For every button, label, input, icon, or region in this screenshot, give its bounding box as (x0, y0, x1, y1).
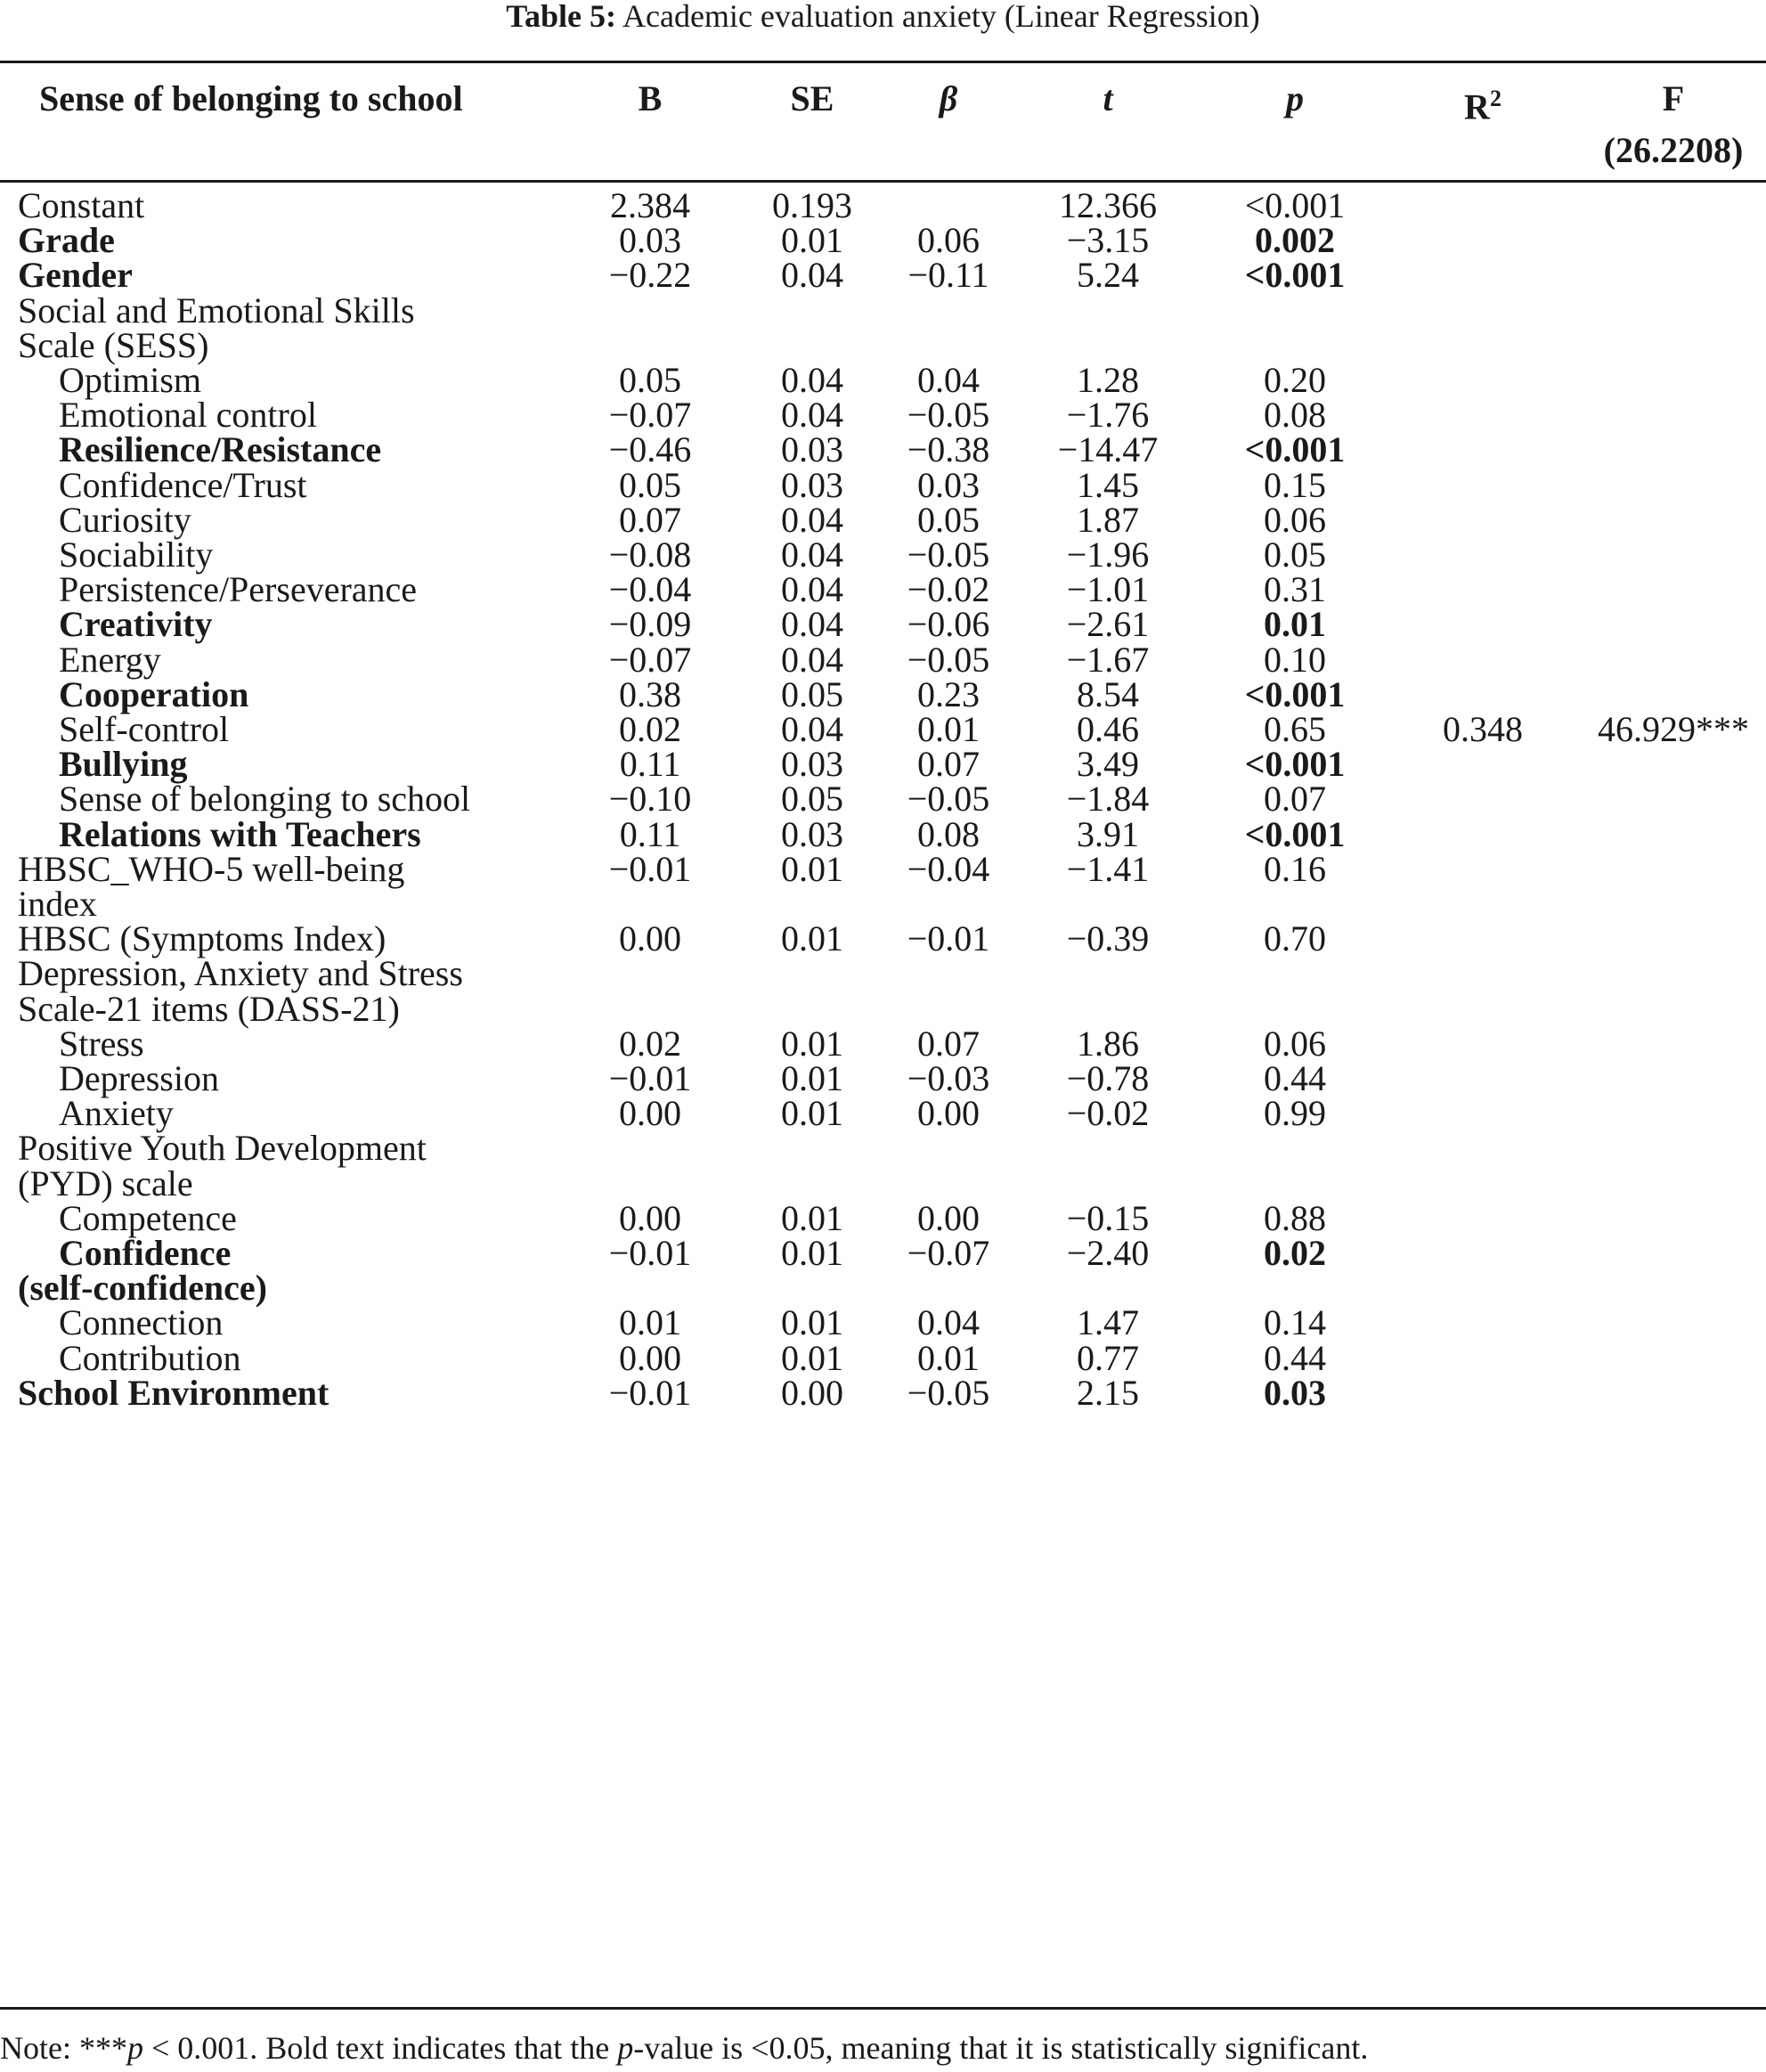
cell-beta: −0.03 (907, 1058, 990, 1098)
cell-se: 0.03 (781, 813, 843, 854)
cell-t: 1.28 (1077, 360, 1139, 400)
cell-beta: −0.38 (907, 429, 990, 470)
cell-b: 0.02 (619, 1023, 681, 1064)
row-label: (PYD) scale (18, 1162, 193, 1203)
cell-t: 1.87 (1077, 499, 1139, 540)
cell-t: 0.77 (1077, 1337, 1139, 1378)
row-label: HBSC_WHO-5 well-being (18, 848, 405, 889)
row-label: Energy (59, 639, 161, 680)
cell-p: 0.05 (1264, 534, 1326, 575)
cell-beta: −0.05 (907, 639, 990, 680)
cell-se: 0.04 (781, 569, 843, 610)
row-label: Creativity (59, 604, 213, 645)
cell-beta: −0.02 (907, 569, 990, 610)
cell-t: 2.15 (1077, 1372, 1139, 1413)
row-label: Emotional control (59, 395, 317, 436)
row-label: (self-confidence) (18, 1268, 267, 1309)
cell-se: 0.04 (781, 255, 843, 296)
note-p-symbol-2: p (617, 2030, 634, 2066)
cell-b: −0.09 (608, 604, 692, 645)
cell-beta: −0.06 (907, 604, 990, 645)
cell-b: −0.01 (608, 1233, 692, 1273)
row-label: Competence (59, 1197, 237, 1238)
cell-beta: 0.07 (917, 744, 980, 785)
cell-t: −0.02 (1066, 1093, 1150, 1134)
cell-t: 1.45 (1077, 464, 1139, 505)
row-label: Self-control (59, 709, 230, 749)
cell-t: −2.40 (1066, 1233, 1150, 1273)
header-beta (859, 73, 1038, 125)
cell-t: 1.47 (1077, 1302, 1139, 1343)
row-label: Relations with Teachers (59, 813, 421, 854)
cell-se: 0.01 (781, 848, 843, 889)
cell-b: 0.38 (619, 673, 681, 714)
row-label: Sense of belonging to school (59, 779, 471, 820)
row-label: HBSC (Symptoms Index) (18, 918, 387, 959)
cell-b: −0.22 (608, 255, 692, 296)
row-label: Confidence/Trust (59, 464, 307, 505)
row-label: Depression, Anxiety and Stress (18, 953, 463, 994)
cell-b: 0.00 (619, 918, 681, 959)
row-label: Optimism (59, 360, 202, 400)
cell-p: 0.08 (1264, 395, 1326, 436)
cell-se: 0.01 (781, 918, 843, 959)
cell-t: −0.39 (1066, 918, 1150, 959)
cell-se: 0.05 (781, 673, 843, 714)
cell-se: 0.01 (781, 1058, 843, 1098)
row-label: Scale-21 items (DASS-21) (18, 988, 400, 1029)
cell-p: <0.001 (1244, 185, 1346, 225)
cell-b: −0.04 (608, 569, 692, 610)
cell-t: −0.15 (1066, 1197, 1150, 1238)
cell-se: 0.01 (781, 220, 843, 261)
cell-se: 0.04 (781, 604, 843, 645)
cell-se: 0.01 (781, 1337, 843, 1378)
cell-beta: 0.00 (917, 1093, 980, 1134)
cell-beta: 0.07 (917, 1023, 980, 1064)
cell-beta: 0.05 (917, 499, 980, 540)
cell-b: 0.11 (619, 813, 681, 854)
cell-b: 0.02 (619, 709, 681, 749)
cell-p: 0.03 (1264, 1372, 1326, 1413)
table-row (0, 1367, 1766, 1419)
cell-beta: −0.05 (907, 1372, 990, 1413)
cell-b: 0.00 (619, 1337, 681, 1378)
table-caption (0, 0, 1766, 36)
cell-b: −0.46 (608, 429, 692, 470)
cell-se: 0.04 (781, 709, 843, 749)
cell-p: 0.10 (1264, 639, 1326, 680)
row-label: Resilience/Resistance (59, 429, 382, 470)
cell-se: 0.03 (781, 464, 843, 505)
cell-t: −1.96 (1066, 534, 1150, 575)
cell-t: 12.366 (1059, 185, 1157, 225)
cell-p: 0.31 (1264, 569, 1326, 610)
cell-b: −0.07 (608, 395, 692, 436)
row-label: Depression (59, 1058, 219, 1098)
cell-beta: 0.23 (917, 673, 980, 714)
header-first-column: Sense of belonging to school (39, 78, 463, 118)
header-r2 (1394, 73, 1572, 133)
cell-se: 0.04 (781, 499, 843, 540)
table-bottom-rule (0, 2007, 1766, 2010)
note-suffix: -value is <0.05, meaning that it is statistically significant. (633, 2030, 1369, 2066)
note-p-symbol: p (126, 2030, 143, 2066)
header-f (1581, 73, 1766, 176)
row-label: Positive Youth Development (18, 1128, 427, 1169)
cell-b: −0.10 (608, 779, 692, 820)
cell-p: 0.16 (1264, 848, 1326, 889)
cell-b: 0.07 (619, 499, 681, 540)
cell-t: −1.76 (1066, 395, 1150, 436)
cell-beta: 0.06 (917, 220, 980, 261)
cell-beta: 0.01 (917, 1337, 980, 1378)
header-r2-base: R (1464, 86, 1490, 127)
cell-beta: −0.11 (907, 255, 989, 296)
cell-p: <0.001 (1244, 673, 1346, 714)
header-p-symbol: p (1286, 78, 1304, 118)
note-prefix: Note: *** (0, 2030, 127, 2066)
cell-se: 0.04 (781, 639, 843, 680)
table-caption-label: Table 5: (506, 0, 616, 34)
cell-p: 0.01 (1264, 604, 1326, 645)
cell-b: 0.11 (619, 744, 681, 785)
cell-b: 0.03 (619, 220, 681, 261)
cell-p: 0.65 (1264, 709, 1326, 749)
row-label: School Environment (18, 1372, 330, 1413)
cell-beta: 0.04 (917, 1302, 980, 1343)
cell-p: 0.06 (1264, 499, 1326, 540)
cell-p: 0.07 (1264, 779, 1326, 820)
cell-b: −0.01 (608, 1058, 692, 1098)
cell-beta: 0.04 (917, 360, 980, 400)
cell-se: 0.00 (781, 1372, 843, 1413)
cell-t: −2.61 (1066, 604, 1150, 645)
row-label: Sociability (59, 534, 214, 575)
row-label: Scale (SESS) (18, 324, 209, 365)
cell-b: 0.05 (619, 360, 681, 400)
table-top-rule (0, 61, 1766, 63)
cell-beta: −0.01 (907, 918, 990, 959)
cell-se: 0.05 (781, 779, 843, 820)
cell-f: 46.929*** (1598, 709, 1749, 749)
header-t (1019, 73, 1197, 125)
cell-se: 0.03 (781, 429, 843, 470)
cell-t: −0.78 (1066, 1058, 1150, 1098)
cell-beta: 0.01 (917, 709, 980, 749)
cell-p: 0.99 (1264, 1093, 1326, 1134)
cell-beta: 0.08 (917, 813, 980, 854)
cell-t: −1.41 (1066, 848, 1150, 889)
cell-t: −3.15 (1066, 220, 1150, 261)
cell-se: 0.01 (781, 1093, 843, 1134)
cell-t: −14.47 (1057, 429, 1159, 470)
cell-t: 5.24 (1077, 255, 1139, 296)
cell-t: 1.86 (1077, 1023, 1139, 1064)
table-caption-text: Academic evaluation anxiety (Linear Regression) (623, 0, 1260, 34)
cell-p: <0.001 (1244, 255, 1346, 296)
row-label: Social and Emotional Skills (18, 290, 415, 330)
cell-p: 0.06 (1264, 1023, 1326, 1064)
cell-p: 0.44 (1264, 1337, 1326, 1378)
cell-se: 0.193 (772, 185, 852, 225)
row-label: Cooperation (59, 673, 249, 714)
row-label: Curiosity (59, 499, 191, 540)
row-label: index (18, 884, 97, 924)
row-label: Constant (18, 185, 145, 225)
table-note (0, 2024, 1368, 2072)
cell-se: 0.04 (781, 395, 843, 436)
cell-p: 0.44 (1264, 1058, 1326, 1098)
cell-b: 0.00 (619, 1093, 681, 1134)
cell-r2: 0.348 (1443, 709, 1523, 749)
cell-beta: −0.05 (907, 534, 990, 575)
cell-b: 0.01 (619, 1302, 681, 1343)
cell-p: 0.20 (1264, 360, 1326, 400)
cell-p: <0.001 (1244, 744, 1346, 785)
row-label: Stress (59, 1023, 144, 1064)
cell-beta: 0.03 (917, 464, 980, 505)
cell-b: 2.384 (610, 185, 690, 225)
note-middle: < 0.001. Bold text indicates that the (142, 2030, 618, 2066)
cell-b: −0.01 (608, 848, 692, 889)
cell-b: −0.07 (608, 639, 692, 680)
header-r2-superscript: 2 (1489, 86, 1502, 111)
cell-p: 0.02 (1264, 1233, 1326, 1273)
row-label: Confidence (59, 1233, 232, 1273)
cell-p: 0.70 (1264, 918, 1326, 959)
cell-t: 8.54 (1077, 673, 1139, 714)
cell-b: −0.08 (608, 534, 692, 575)
cell-p: 0.14 (1264, 1302, 1326, 1343)
cell-t: 3.91 (1077, 813, 1139, 854)
row-label: Contribution (59, 1337, 241, 1378)
cell-beta: −0.07 (907, 1233, 990, 1273)
row-label: Persistence/Perseverance (59, 569, 418, 610)
cell-t: −1.01 (1066, 569, 1150, 610)
header-se: SE (790, 78, 834, 118)
cell-se: 0.04 (781, 534, 843, 575)
header-f-line2: (26.2208) (1603, 130, 1744, 170)
cell-se: 0.03 (781, 744, 843, 785)
cell-beta: −0.05 (907, 395, 990, 436)
cell-t: −1.67 (1066, 639, 1150, 680)
cell-beta: 0.00 (917, 1197, 980, 1238)
row-label: Anxiety (59, 1093, 174, 1134)
row-label: Bullying (59, 744, 188, 785)
cell-t: −1.84 (1066, 779, 1150, 820)
header-p (1206, 73, 1384, 125)
cell-beta: −0.05 (907, 779, 990, 820)
cell-p: <0.001 (1244, 429, 1346, 470)
cell-se: 0.01 (781, 1302, 843, 1343)
row-label: Grade (18, 220, 115, 261)
cell-b: −0.01 (608, 1372, 692, 1413)
cell-t: 3.49 (1077, 744, 1139, 785)
cell-se: 0.01 (781, 1197, 843, 1238)
header-f-line1: F (1662, 78, 1685, 118)
row-label: Gender (18, 255, 133, 296)
cell-b: 0.00 (619, 1197, 681, 1238)
cell-p: <0.001 (1244, 813, 1346, 854)
cell-p: 0.15 (1264, 464, 1326, 505)
row-label: Connection (59, 1302, 224, 1343)
cell-t: 0.46 (1077, 709, 1139, 749)
cell-beta: −0.04 (907, 848, 990, 889)
cell-p: 0.88 (1264, 1197, 1326, 1238)
cell-se: 0.04 (781, 360, 843, 400)
header-beta-symbol: β (939, 78, 958, 118)
cell-p: 0.002 (1255, 220, 1335, 261)
header-t-symbol: t (1103, 78, 1113, 118)
cell-se: 0.01 (781, 1233, 843, 1273)
cell-b: 0.05 (619, 464, 681, 505)
header-b: B (638, 78, 663, 118)
cell-se: 0.01 (781, 1023, 843, 1064)
